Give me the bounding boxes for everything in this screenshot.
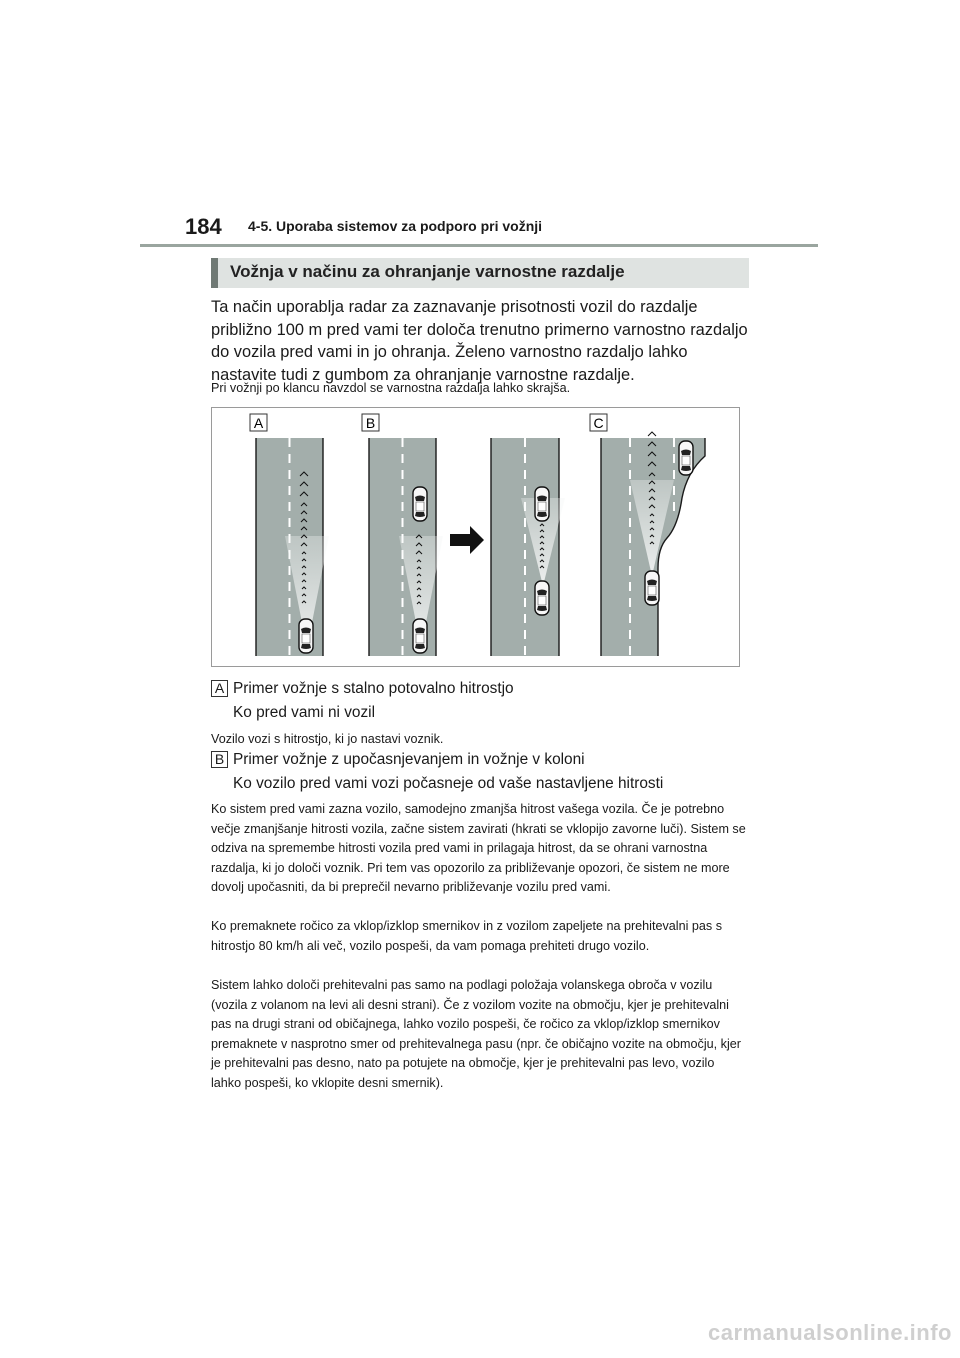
section-header: 4-5. Uporaba sistemov za podporo pri vožnji	[248, 218, 543, 234]
label-c-box	[590, 414, 607, 431]
item-a-text: Vozilo vozi s hitrostjo, ki jo nastavi voznik.	[211, 732, 444, 746]
road-a	[256, 438, 329, 656]
page-number: 184	[185, 214, 222, 239]
item-b-paragraph-3: Sistem lahko določi prehitevalni pas samo na podlagi položaja volanskega obroča v vozilu (vozila z volanom na levi ali desni strani). Če z vozilom vozite na območju, kjer je prehitevalni pas na drugi strani od običajnega, lahko vozilo pospeši, če ročico za vklop/izklop smernikov premaknete v nasprotno smer od prehitevalnega pasu (npr. če običajno vozite na območju, kjer je prehitevalni pas desno, nato pa potujete na območje, kjer je prehitevalni pas levo, vozilo lahko pospeši, ko vklopite desni smernik).	[211, 978, 741, 1090]
item-b-label: B	[211, 751, 228, 768]
label-b-box	[362, 414, 379, 431]
section-title: Vožnja v načinu za ohranjanje varnostne razdalje	[230, 262, 625, 281]
label-b: B	[365, 415, 376, 431]
slope-note: Pri vožnji po klancu navzdol se varnostna razdalja lahko skrajša.	[211, 381, 571, 395]
item-b-title-row	[211, 750, 585, 770]
acc-diagram	[212, 408, 739, 666]
acc-illustration	[211, 407, 740, 667]
header-divider	[140, 244, 818, 247]
label-c: C	[593, 415, 604, 431]
item-a-title: Primer vožnje s stalno potovalno hitrostjo	[233, 680, 514, 697]
road-b	[369, 438, 443, 656]
label-a-box	[250, 414, 267, 431]
item-a-title-row	[211, 679, 514, 699]
item-a-label: A	[211, 680, 228, 697]
item-a-subtitle: Ko pred vami ni vozil	[233, 704, 375, 721]
road-c	[601, 432, 705, 656]
item-b-subtitle: Ko vozilo pred vami vozi počasneje od vaše nastavljene hitrosti	[233, 775, 664, 792]
road-b-following	[491, 438, 565, 656]
item-b-paragraph-1: Ko sistem pred vami zazna vozilo, samodejno zmanjša hitrost vašega vozila. Če je potrebno večje zmanjšanje hitrosti vozila, začne sistem zavirati (hkrati se vklopijo zavorne luči). Sistem se odziva na spremembe hitrosti vozila pred vami in prilagaja hitrost, da se ohrani varnostna razdalja, ki jo določi voznik. Pri tem vas opozorilo za približevanje opozori, če sistem ne more dovolj upočasniti, da bi preprečil nevarno približevanje vozilu pred vami.	[211, 802, 746, 894]
intro-paragraph: Ta način uporablja radar za zaznavanje prisotnosti vozil do razdalje približno 100 m pred vami ter določa trenutno primerno varnostno razdaljo do vozila pred vami in jo ohranja. Želeno varnostno razdaljo lahko nastavite tudi z gumbom za ohranjanje varnostne razdalje.	[211, 298, 748, 384]
item-b-title: Primer vožnje z upočasnjevanjem in vožnje v koloni	[233, 751, 585, 768]
section-title-bar	[211, 258, 749, 288]
label-a: A	[253, 415, 264, 431]
item-b-paragraph-2: Ko premaknete ročico za vklop/izklop smernikov in z vozilom zapeljete na prehitevalni pas s hitrostjo 80 km/h ali več, vozilo pospeši, da vam pomaga prehiteti drugo vozilo.	[211, 919, 722, 953]
transition-arrow	[450, 526, 484, 554]
watermark: carmanualsonline.info	[708, 1320, 952, 1345]
